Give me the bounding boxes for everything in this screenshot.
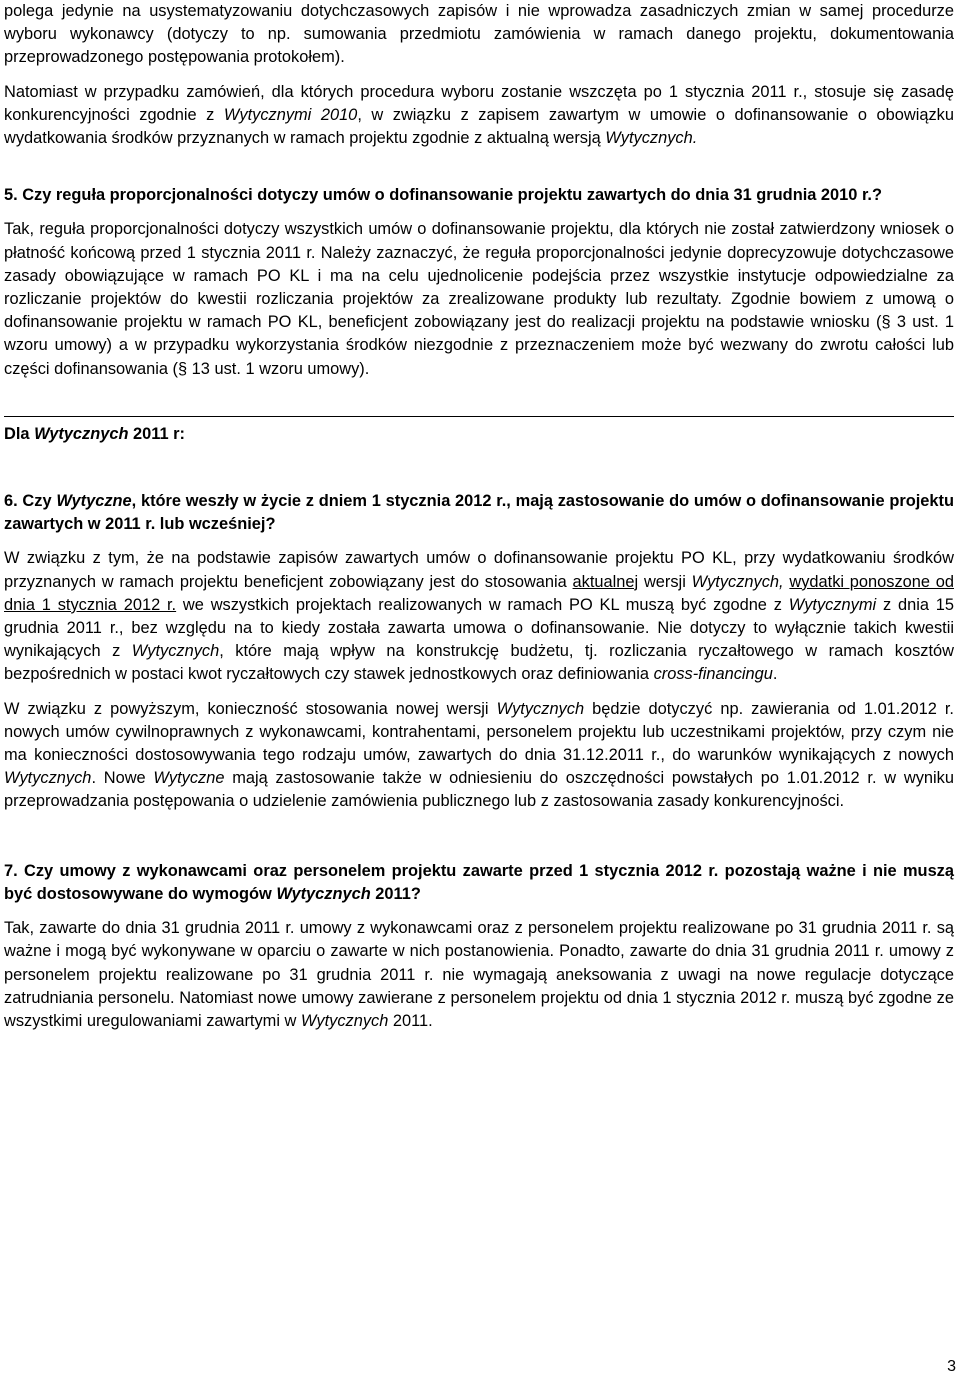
question-6-answer-2: W związku z powyższym, konieczność stosowania nowej wersji Wytycznych będzie dotyczyć np. zawierania od 1.01.2012 r. nowych umów cywilnoprawnych z wykonawcami, kontrahentami, personelem projektu lub uczestnikami projektów, przy czym nie ma konieczności dostosowywania tego rodzaju umów, zawartych do dnia 31.12.2011 r., do warunków wynikających z nowych Wytycznych. Nowe Wytyczne mają zastosowanie także w odniesieniu do oszczędności powstałych po 1.01.2012 r. w wyniku przeprowadzania postępowania o udzielenie zamówienia publicznego lub z zastosowania zasady konkurencyjności. (4, 699, 954, 811)
question-5-heading: 5. Czy reguła proporcjonalności dotyczy umów o dofinansowanie projektu zawartych do dnia 31 grudnia 2010 r.? (4, 186, 882, 205)
paragraph-continued: polega jedynie na usystematyzowaniu dotychczasowych zapisów i nie wprowadza zasadniczych zmian w samej procedurze wyboru wykonawcy (dotyczy to np. sumowania przedmiotu zamówienia w ramach danego projektu, dokumentowania przeprowadzonego postępowania protokołem). (4, 2, 954, 67)
question-6-answer-1: W związku z tym, że na podstawie zapisów zawartych umów o dofinansowanie projektu PO KL, przy wydatkowaniu środków przyznanych w ramach projektu beneficjent zobowiązany jest do stosowania aktualnej wersji Wytycznych, wydatki ponoszone od dnia 1 stycznia 2012 r. we wszystkich projektach realizowanych w ramach PO KL muszą być zgodne z Wytycznymi z dnia 15 grudnia 2011 r., bez względu na to kiedy została zawarta umowa o dofinansowanie. Nie dotyczy to wyłącznie takich kwestii wynikających z Wytycznych, które mają wpływ na konstrukcję budżetu, tj. rozliczania ryczałtowego w ramach kosztów bezpośrednich w postaci kwot ryczałtowych czy stawek jednostkowych oraz definiowania cross-financingu. (4, 549, 955, 684)
question-7-heading: 7. Czy umowy z wykonawcami oraz personelem projektu zawarte przed 1 stycznia 2012 r. pozostają ważne i nie muszą być dostosowywane do wymogów Wytycznych 2011? (4, 861, 954, 903)
question-6-heading: 6. Czy Wytyczne, które weszły w życie z dniem 1 stycznia 2012 r., mają zastosowanie do umów o dofinansowanie projektu zawartych w 2011 r. lub wcześniej? (4, 492, 954, 534)
question-7-answer: Tak, zawarte do dnia 31 grudnia 2011 r. umowy z wykonawcami oraz z personelem projektu realizowane po 31 grudnia 2011 r. są ważne i mogą być wykonywane w oparciu o zawarte w nich postanowienia. Ponadto, zawarte do dnia 31 grudnia 2011 r. umowy z personelem projektu realizowane po 31 grudnia 2011 r. nie wymagają aneksowania z uwagi na nowe regulacje dotyczące zatrudniania personelu. Natomiast nowe umowy zawierane z personelem projektu od dnia 1 stycznia 2012 r. muszą być zgodne ze wszystkimi uregulowaniami zawartymi w Wytycznych 2011. (4, 919, 954, 1030)
section-heading: Dla Wytycznych 2011 r: (4, 424, 186, 443)
document-page (4, 0, 954, 1033)
page-number: 3 (947, 1358, 956, 1375)
paragraph-competition-rule: Natomiast w przypadku zamówień, dla których procedura wyboru zostanie wszczęta po 1 stycznia 2011 r., stosuje się zasadę konkurencyjności zgodnie z Wytycznymi 2010, w związku z zapisem zawartym w umowie o dofinansowanie o obowiązku wydatkowania środków przyznanych w ramach projektu zgodnie z aktualną wersją Wytycznych. (4, 82, 954, 148)
section-divider (4, 415, 954, 417)
question-5-answer: Tak, reguła proporcjonalności dotyczy wszystkich umów o dofinansowanie projektu, dla których nie został zatwierdzony wniosek o płatność końcową przed 1 stycznia 2011 r. Należy zaznaczyć, że reguła proporcjonalności jedynie doprecyzowuje dotychczasowe zasady obowiązujące w ramach PO KL i ma na celu ujednolicenie podejścia przez wszystkie instytucje odpowiedzialne za rozliczanie projektów do kwestii rozliczania projektów za zrealizowane produkty lub rezultaty. Zgodnie bowiem z umową o dofinansowanie projektu w ramach PO KL, beneficjent zobowiązany jest do realizacji projektu na podstawie wniosku (§ 3 ust. 1 wzoru umowy) a w przypadku wykorzystania środków niezgodnie z przeznaczeniem może być wezwany do zwrotu całości lub części dofinansowania (§ 13 ust. 1 wzoru umowy). (4, 220, 954, 378)
